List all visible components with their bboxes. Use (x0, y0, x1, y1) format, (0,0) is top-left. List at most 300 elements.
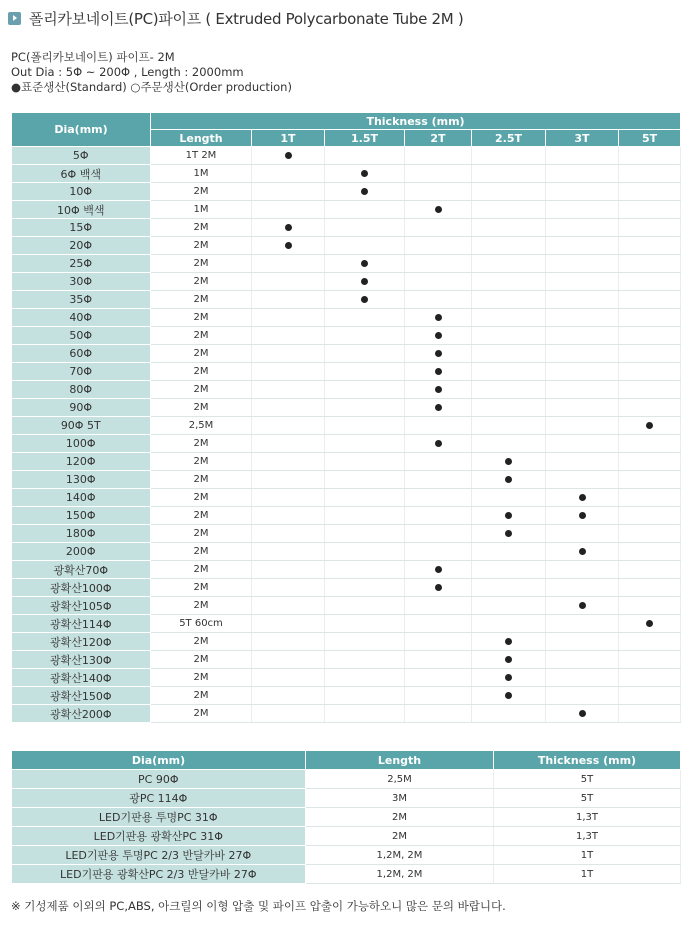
length-cell: 2M (151, 471, 252, 489)
dia-cell: 10Φ (12, 183, 151, 201)
header-dia: Dia(mm) (12, 751, 306, 770)
length-cell: 2M (151, 237, 252, 255)
length-cell: 2M (151, 291, 252, 309)
thickness-cell (405, 489, 472, 507)
intro-line-legend: ●표준생산(Standard) ○주문생산(Order production) (11, 80, 292, 94)
standard-dot-icon (579, 602, 586, 609)
length-cell: 1M (151, 201, 252, 219)
table-row (12, 543, 681, 561)
thickness-cell (325, 201, 405, 219)
header-1-5t: 1.5T (325, 130, 405, 147)
thickness-cell (472, 273, 546, 291)
thickness-cell (252, 525, 325, 543)
thickness-cell (252, 543, 325, 561)
length-cell: 2M (151, 489, 252, 507)
thickness-cell (325, 327, 405, 345)
length-cell: 2M (151, 651, 252, 669)
header-5t: 5T (619, 130, 681, 147)
thickness-cell (325, 345, 405, 363)
header-2t: 2T (405, 130, 472, 147)
length-cell: 2,5M (306, 770, 494, 789)
standard-dot-icon (505, 638, 512, 645)
table-row (12, 327, 681, 345)
thickness-cell (619, 327, 681, 345)
thickness-cell (472, 381, 546, 399)
thickness-cell (325, 507, 405, 525)
thickness-cell (546, 597, 619, 615)
table-row (12, 846, 681, 865)
thickness-cell (619, 417, 681, 435)
length-cell: 2M (151, 363, 252, 381)
thickness-cell (472, 615, 546, 633)
thickness-cell (405, 345, 472, 363)
thickness-cell (405, 471, 472, 489)
thickness-cell (472, 705, 546, 723)
led-spec-table (11, 750, 681, 884)
dia-cell: 광확산120Φ (12, 633, 151, 651)
thickness-cell (252, 273, 325, 291)
table-row (12, 827, 681, 846)
dia-cell: LED기판용 광확산PC 2/3 반달카바 27Φ (12, 865, 306, 884)
thickness-cell (325, 615, 405, 633)
thickness-cell (325, 471, 405, 489)
length-cell: 2M (151, 453, 252, 471)
standard-dot-icon (505, 458, 512, 465)
thickness-cell (472, 399, 546, 417)
standard-dot-icon (505, 512, 512, 519)
dia-cell: 광PC 114Φ (12, 789, 306, 808)
thickness-cell (405, 669, 472, 687)
thickness-cell (619, 615, 681, 633)
thickness-cell (325, 669, 405, 687)
dia-cell: LED기판용 투명PC 2/3 반달카바 27Φ (12, 846, 306, 865)
standard-dot-icon (285, 152, 292, 159)
thickness-cell (546, 381, 619, 399)
table-row (12, 561, 681, 579)
thickness-cell (252, 327, 325, 345)
dia-cell: 100Φ (12, 435, 151, 453)
thickness-cell (325, 525, 405, 543)
table-row (12, 201, 681, 219)
table-row (12, 489, 681, 507)
length-cell: 2M (151, 183, 252, 201)
table-row (12, 615, 681, 633)
dia-cell: 50Φ (12, 327, 151, 345)
thickness-cell (325, 183, 405, 201)
dia-cell: 200Φ (12, 543, 151, 561)
thickness-cell (472, 363, 546, 381)
intro-line-dimensions: Out Dia : 5Φ ~ 200Φ , Length : 2000mm (11, 65, 244, 79)
dia-cell: 15Φ (12, 219, 151, 237)
length-cell: 2M (151, 435, 252, 453)
thickness-cell (546, 327, 619, 345)
thickness-cell (619, 543, 681, 561)
thickness-cell (472, 435, 546, 453)
standard-dot-icon (285, 242, 292, 249)
table-row (12, 633, 681, 651)
thickness-cell (619, 147, 681, 165)
thickness-cell (546, 273, 619, 291)
table-row (12, 770, 681, 789)
table-row (12, 669, 681, 687)
dia-cell: 180Φ (12, 525, 151, 543)
dia-cell: LED기판용 광확산PC 31Φ (12, 827, 306, 846)
header-dia: Dia(mm) (12, 113, 151, 147)
thickness-cell (546, 183, 619, 201)
table-row (12, 147, 681, 165)
dia-cell: 140Φ (12, 489, 151, 507)
thickness-cell (546, 417, 619, 435)
length-cell: 2,5M (151, 417, 252, 435)
thickness-cell (619, 489, 681, 507)
thickness-cell (619, 291, 681, 309)
standard-dot-icon (361, 170, 368, 177)
thickness-cell (546, 525, 619, 543)
standard-dot-icon (505, 674, 512, 681)
thickness-cell (405, 219, 472, 237)
thickness-cell (472, 597, 546, 615)
thickness-cell (325, 255, 405, 273)
thickness-cell (472, 579, 546, 597)
dia-cell: 10Φ 백색 (12, 201, 151, 219)
thickness-cell (619, 651, 681, 669)
thickness-cell (472, 291, 546, 309)
header-thickness: Thickness (mm) (151, 113, 681, 130)
table-row (12, 597, 681, 615)
length-cell: 1,2M, 2M (306, 846, 494, 865)
length-cell: 1,2M, 2M (306, 865, 494, 884)
thickness-cell (546, 543, 619, 561)
thickness-cell (325, 435, 405, 453)
thickness-cell (405, 507, 472, 525)
thickness-cell (325, 561, 405, 579)
thickness-cell (405, 327, 472, 345)
thickness-cell (252, 255, 325, 273)
thickness-cell (325, 165, 405, 183)
thickness-cell (472, 183, 546, 201)
thickness-cell (325, 273, 405, 291)
thickness-cell (405, 525, 472, 543)
thickness-cell (252, 453, 325, 471)
thickness-cell (405, 399, 472, 417)
table-row (12, 471, 681, 489)
dia-cell: 120Φ (12, 453, 151, 471)
table-row (12, 789, 681, 808)
dia-cell: 5Φ (12, 147, 151, 165)
thickness-cell (252, 705, 325, 723)
thickness-cell (405, 561, 472, 579)
thickness-cell (405, 579, 472, 597)
table-row (12, 255, 681, 273)
thickness-cell (619, 255, 681, 273)
thickness-cell (546, 489, 619, 507)
thickness-cell (252, 219, 325, 237)
length-cell: 2M (151, 633, 252, 651)
table-row (12, 219, 681, 237)
thickness-cell (405, 165, 472, 183)
thickness-cell (546, 471, 619, 489)
thickness-cell (252, 399, 325, 417)
thickness-cell (619, 201, 681, 219)
thickness-cell: 1T (494, 865, 681, 884)
table-row (12, 507, 681, 525)
standard-dot-icon (361, 296, 368, 303)
length-cell: 1M (151, 165, 252, 183)
thickness-cell (252, 597, 325, 615)
thickness-cell (405, 543, 472, 561)
thickness-cell (252, 147, 325, 165)
thickness-cell (252, 579, 325, 597)
table-row (12, 651, 681, 669)
thickness-cell (405, 291, 472, 309)
standard-dot-icon (505, 530, 512, 537)
dia-cell: 광확산140Φ (12, 669, 151, 687)
dia-cell: 광확산70Φ (12, 561, 151, 579)
thickness-cell (546, 255, 619, 273)
thickness-cell (619, 579, 681, 597)
length-cell: 2M (151, 561, 252, 579)
standard-dot-icon (505, 476, 512, 483)
standard-dot-icon (435, 386, 442, 393)
length-cell: 2M (151, 525, 252, 543)
thickness-cell (472, 417, 546, 435)
thickness-cell (546, 615, 619, 633)
length-cell: 2M (151, 345, 252, 363)
dia-cell: 90Φ (12, 399, 151, 417)
length-cell: 2M (151, 309, 252, 327)
thickness-cell (619, 687, 681, 705)
standard-dot-icon (435, 368, 442, 375)
dia-cell: 60Φ (12, 345, 151, 363)
spec-table (11, 112, 681, 723)
dia-cell: 35Φ (12, 291, 151, 309)
thickness-cell (325, 687, 405, 705)
table-row (12, 291, 681, 309)
thickness-cell (546, 633, 619, 651)
thickness-cell (252, 561, 325, 579)
table-row (12, 453, 681, 471)
thickness-cell (405, 273, 472, 291)
length-cell: 1T 2M (151, 147, 252, 165)
table-row (12, 525, 681, 543)
dia-cell: 130Φ (12, 471, 151, 489)
thickness-cell (546, 309, 619, 327)
thickness-cell (619, 507, 681, 525)
table-row (12, 309, 681, 327)
thickness-cell (252, 165, 325, 183)
standard-dot-icon (579, 512, 586, 519)
thickness-cell (325, 399, 405, 417)
thickness-cell (252, 471, 325, 489)
standard-dot-icon (646, 620, 653, 627)
length-cell: 2M (151, 381, 252, 399)
standard-dot-icon (435, 440, 442, 447)
thickness-cell (405, 201, 472, 219)
thickness-cell (405, 147, 472, 165)
dia-cell: 광확산130Φ (12, 651, 151, 669)
table-row (12, 165, 681, 183)
thickness-cell (546, 219, 619, 237)
header-1t: 1T (252, 130, 325, 147)
standard-dot-icon (435, 584, 442, 591)
standard-dot-icon (435, 206, 442, 213)
length-cell: 2M (306, 808, 494, 827)
thickness-cell (325, 705, 405, 723)
length-cell: 2M (151, 687, 252, 705)
thickness-cell (619, 471, 681, 489)
length-cell: 2M (151, 399, 252, 417)
thickness-cell (405, 237, 472, 255)
thickness-cell (619, 165, 681, 183)
thickness-cell (619, 399, 681, 417)
thickness-cell (619, 669, 681, 687)
dia-cell: 150Φ (12, 507, 151, 525)
length-cell: 2M (151, 327, 252, 345)
thickness-cell (325, 147, 405, 165)
thickness-cell (546, 363, 619, 381)
thickness-cell (405, 309, 472, 327)
thickness-cell (325, 363, 405, 381)
table-row (12, 381, 681, 399)
thickness-cell (472, 219, 546, 237)
table-row (12, 363, 681, 381)
thickness-cell (252, 381, 325, 399)
thickness-cell (472, 471, 546, 489)
intro-text (11, 50, 292, 95)
thickness-cell (252, 417, 325, 435)
thickness-cell (546, 507, 619, 525)
thickness-cell (405, 687, 472, 705)
thickness-cell (405, 363, 472, 381)
header-length: Length (151, 130, 252, 147)
thickness-cell (619, 525, 681, 543)
thickness-cell (405, 633, 472, 651)
thickness-cell (325, 219, 405, 237)
thickness-cell (619, 633, 681, 651)
standard-dot-icon (579, 494, 586, 501)
thickness-cell (405, 183, 472, 201)
dia-cell: 광확산100Φ (12, 579, 151, 597)
thickness-cell (546, 687, 619, 705)
table-row (12, 399, 681, 417)
thickness-cell (546, 561, 619, 579)
thickness-cell (546, 435, 619, 453)
header-thickness: Thickness (mm) (494, 751, 681, 770)
thickness-cell (325, 543, 405, 561)
dia-cell: 광확산114Φ (12, 615, 151, 633)
length-cell: 2M (151, 273, 252, 291)
thickness-cell (546, 201, 619, 219)
thickness-cell: 1,3T (494, 827, 681, 846)
thickness-cell (252, 633, 325, 651)
thickness-cell: 5T (494, 770, 681, 789)
thickness-cell (546, 669, 619, 687)
thickness-cell (472, 525, 546, 543)
length-cell: 2M (306, 827, 494, 846)
standard-dot-icon (646, 422, 653, 429)
thickness-cell (252, 183, 325, 201)
thickness-cell: 1T (494, 846, 681, 865)
length-cell: 2M (151, 579, 252, 597)
thickness-cell (619, 381, 681, 399)
thickness-cell (619, 453, 681, 471)
thickness-cell (546, 147, 619, 165)
thickness-cell (252, 669, 325, 687)
length-cell: 2M (151, 705, 252, 723)
dia-cell: 광확산105Φ (12, 597, 151, 615)
table-row (12, 417, 681, 435)
thickness-cell (252, 687, 325, 705)
thickness-cell: 1,3T (494, 808, 681, 827)
thickness-cell (405, 417, 472, 435)
thickness-cell (325, 237, 405, 255)
page-title-row (8, 8, 463, 28)
thickness-cell (325, 417, 405, 435)
thickness-cell (252, 363, 325, 381)
dia-cell: 30Φ (12, 273, 151, 291)
length-cell: 2M (151, 255, 252, 273)
dia-cell: 40Φ (12, 309, 151, 327)
thickness-cell (472, 255, 546, 273)
thickness-cell (252, 201, 325, 219)
length-cell: 2M (151, 219, 252, 237)
header-2-5t: 2.5T (472, 130, 546, 147)
length-cell: 3M (306, 789, 494, 808)
thickness-cell (252, 435, 325, 453)
thickness-cell (325, 597, 405, 615)
thickness-cell (619, 273, 681, 291)
thickness-cell (405, 381, 472, 399)
thickness-cell (325, 633, 405, 651)
arrow-bullet-icon (8, 12, 21, 25)
standard-dot-icon (579, 710, 586, 717)
thickness-cell (619, 309, 681, 327)
thickness-cell (619, 705, 681, 723)
standard-dot-icon (361, 278, 368, 285)
thickness-cell (619, 561, 681, 579)
table-row (12, 687, 681, 705)
thickness-cell (325, 453, 405, 471)
thickness-cell (472, 561, 546, 579)
dia-cell: 광확산150Φ (12, 687, 151, 705)
thickness-cell (252, 291, 325, 309)
thickness-cell (252, 615, 325, 633)
thickness-cell: 5T (494, 789, 681, 808)
table-row (12, 273, 681, 291)
thickness-cell (252, 507, 325, 525)
thickness-cell (472, 687, 546, 705)
thickness-cell (619, 219, 681, 237)
standard-dot-icon (435, 332, 442, 339)
thickness-cell (472, 543, 546, 561)
standard-dot-icon (579, 548, 586, 555)
table-row (12, 865, 681, 884)
thickness-cell (619, 183, 681, 201)
dia-cell: PC 90Φ (12, 770, 306, 789)
thickness-cell (405, 651, 472, 669)
header-length: Length (306, 751, 494, 770)
thickness-cell (405, 597, 472, 615)
standard-dot-icon (505, 692, 512, 699)
standard-dot-icon (435, 350, 442, 357)
dia-cell: 90Φ 5T (12, 417, 151, 435)
thickness-cell (252, 237, 325, 255)
thickness-cell (405, 435, 472, 453)
dia-cell: 6Φ 백색 (12, 165, 151, 183)
thickness-cell (619, 345, 681, 363)
thickness-cell (252, 345, 325, 363)
thickness-cell (472, 165, 546, 183)
